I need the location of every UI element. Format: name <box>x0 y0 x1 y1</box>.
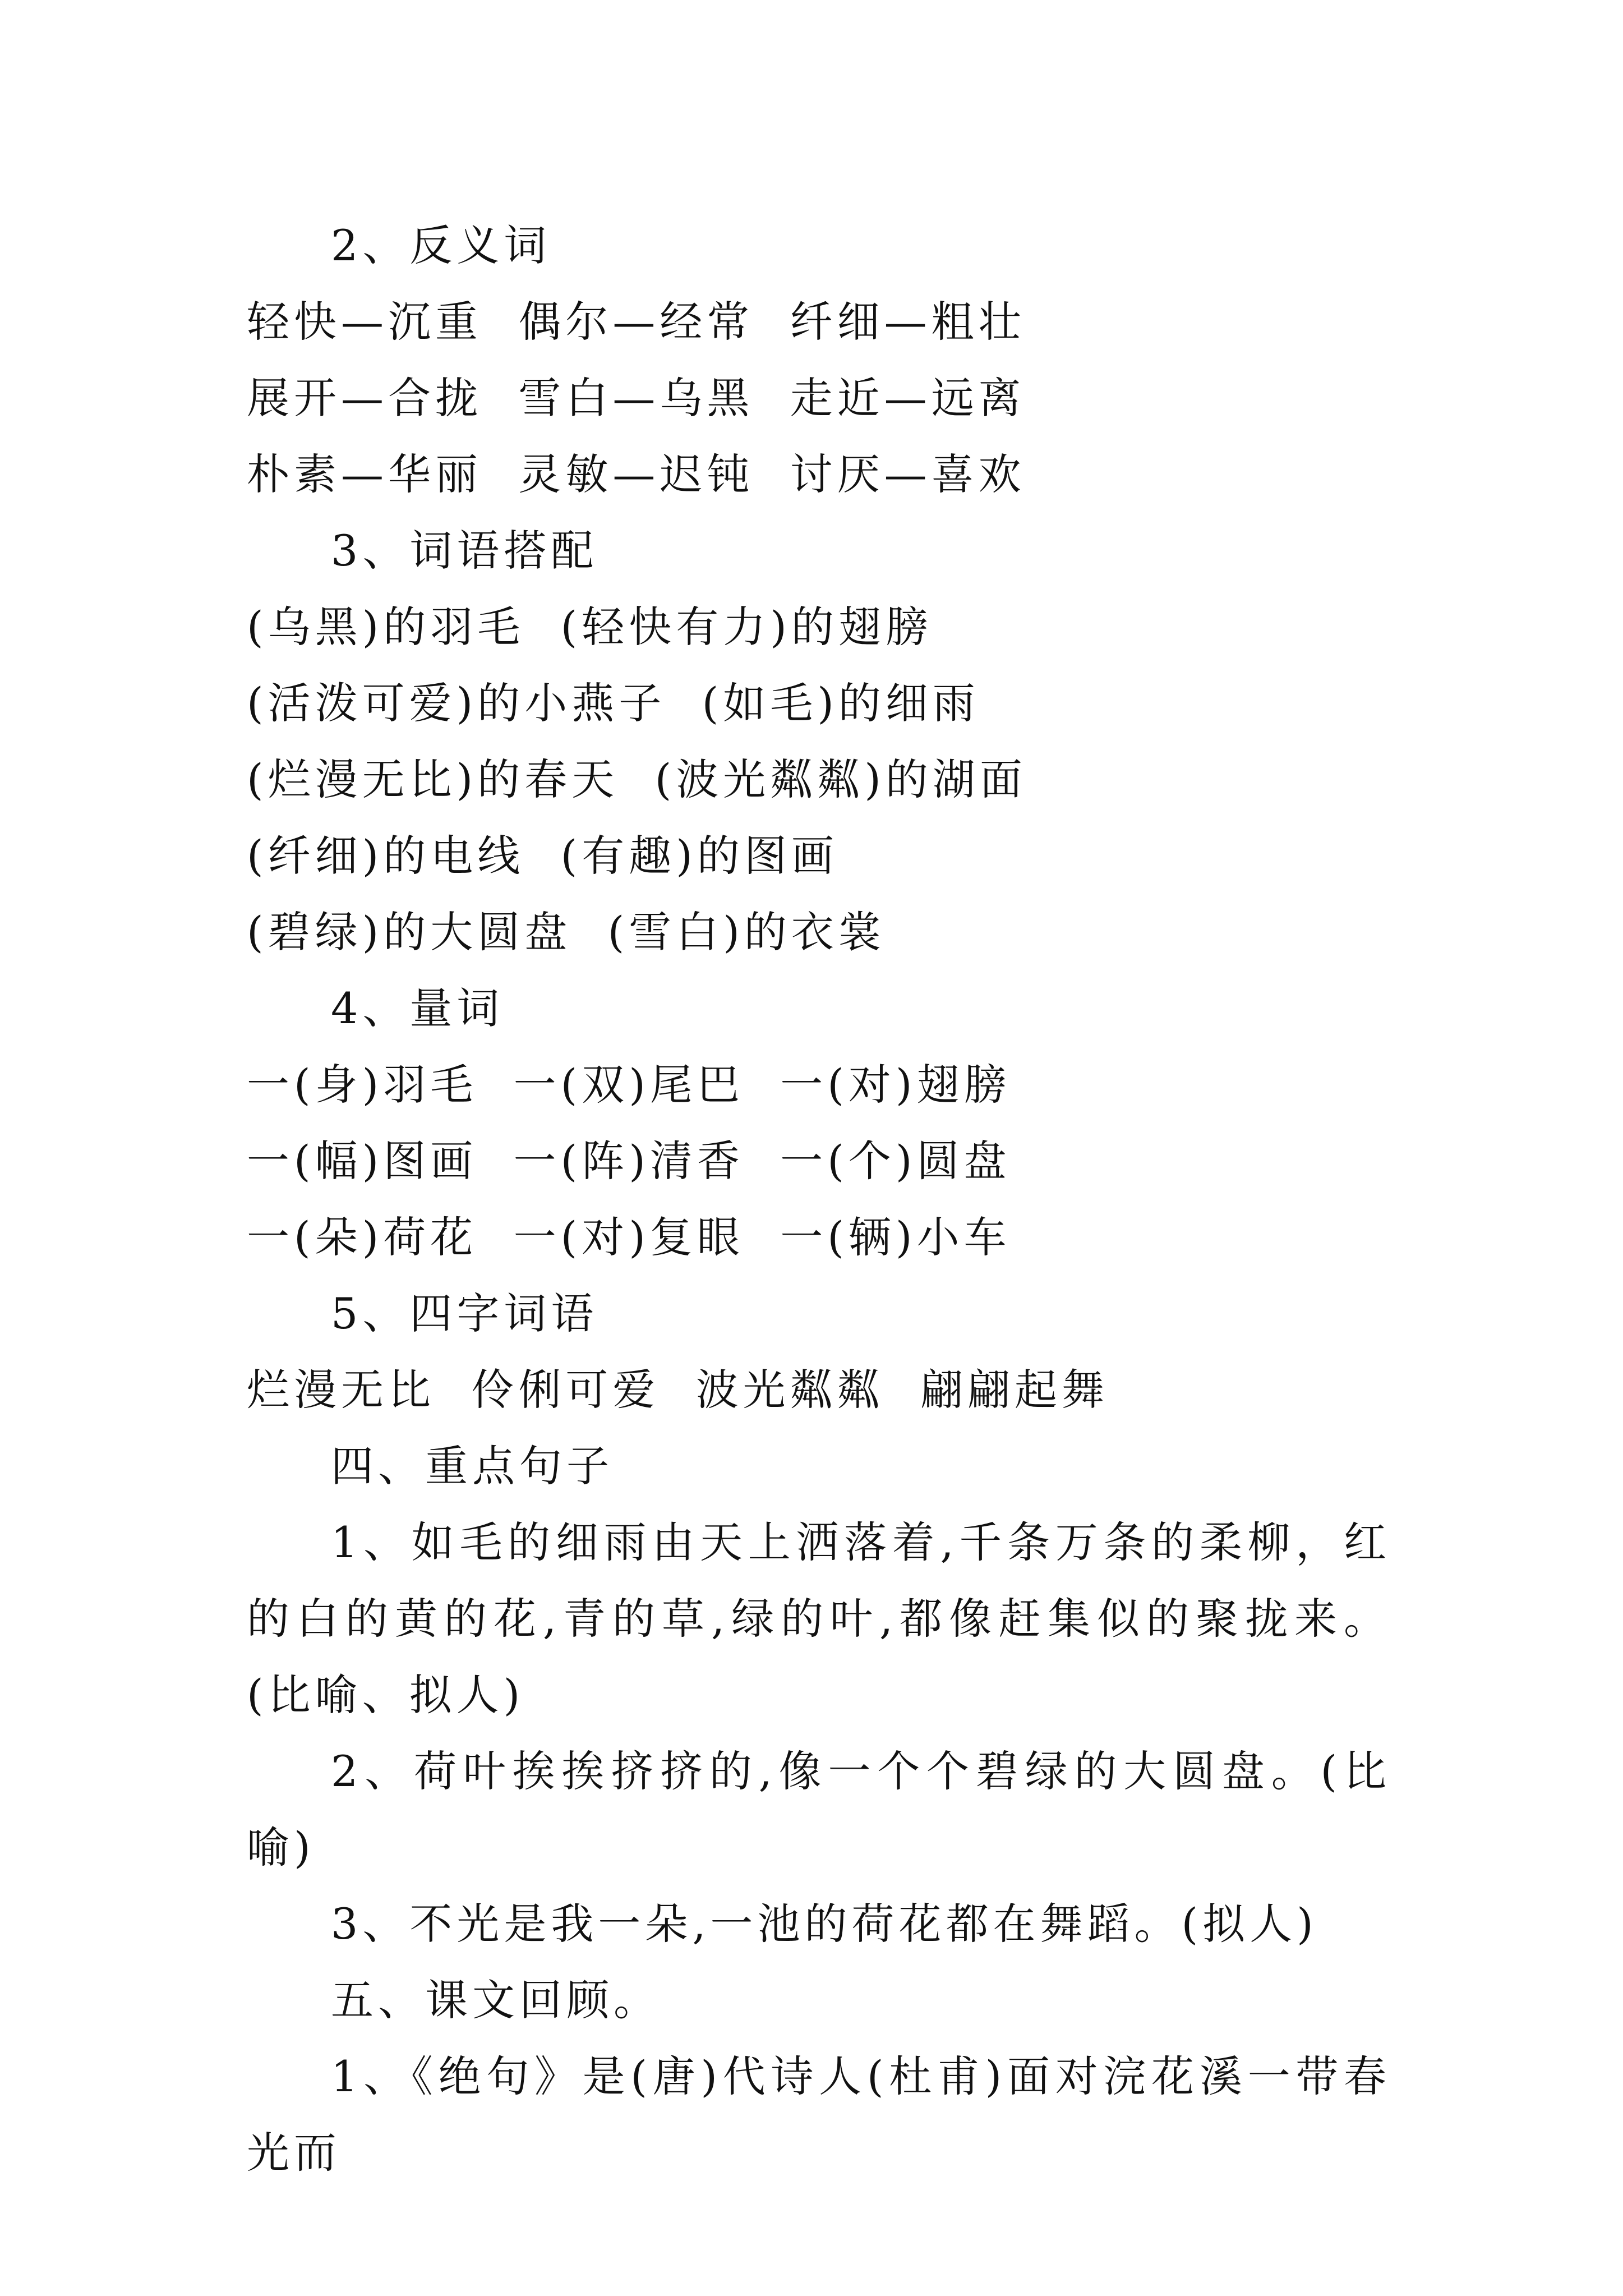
antonym-line: 展开—合拢 雪白—乌黑 走近—远离 <box>247 373 1026 423</box>
collocation-line: (碧绿)的大圆盘 (雪白)的衣裳 <box>247 907 886 957</box>
section-heading-collocation: 3、词语搭配 <box>331 526 598 576</box>
section-heading-key-sentences: 四、重点句子 <box>331 1441 614 1491</box>
collocation-line: (烂漫无比)的春天 (波光粼粼)的湖面 <box>247 754 1027 804</box>
collocation-line: (乌黑)的羽毛 (轻快有力)的翅膀 <box>247 602 933 652</box>
antonym-line: 轻快—沉重 偶尔—经常 纤细—粗壮 <box>247 297 1026 347</box>
collocation-line: (活泼可爱)的小燕子 (如毛)的细雨 <box>247 678 980 728</box>
section-heading-review: 五、课文回顾。 <box>331 1975 661 2025</box>
key-sentence-paragraph: 2、荷叶挨挨挤挤的,像一个个碧绿的大圆盘。(比喻) <box>247 1746 1391 1872</box>
section-heading-antonyms: 2、反义词 <box>331 220 551 270</box>
section-heading-four-char: 5、四字词语 <box>331 1289 598 1338</box>
four-char-line: 烂漫无比 伶俐可爱 波光粼粼 翩翩起舞 <box>247 1365 1109 1415</box>
document-content <box>247 208 1391 2191</box>
review-paragraph: 1、《绝句》是(唐)代诗人(杜甫)面对浣花溪一带春光而 <box>247 2051 1391 2178</box>
measure-word-line: 一(朵)荷花 一(对)复眼 一(辆)小车 <box>247 1212 1011 1262</box>
measure-word-line: 一(幅)图画 一(阵)清香 一(个)圆盘 <box>247 1136 1011 1186</box>
collocation-line: (纤细)的电线 (有趣)的图画 <box>247 831 838 881</box>
key-sentence-paragraph: 1、如毛的细雨由天上洒落着,千条万条的柔柳，红的白的黄的花,青的草,绿的叶,都像赶集似的聚拢来。(比喻、拟人) <box>247 1517 1391 1720</box>
antonym-line: 朴素—华丽 灵敏—迟钝 讨厌—喜欢 <box>247 449 1026 499</box>
measure-word-line: 一(身)羽毛 一(双)尾巴 一(对)翅膀 <box>247 1060 1011 1110</box>
section-heading-measure-words: 4、量词 <box>331 983 504 1033</box>
key-sentence-paragraph: 3、不光是我一朵,一池的荷花都在舞蹈。(拟人) <box>331 1899 1318 1949</box>
